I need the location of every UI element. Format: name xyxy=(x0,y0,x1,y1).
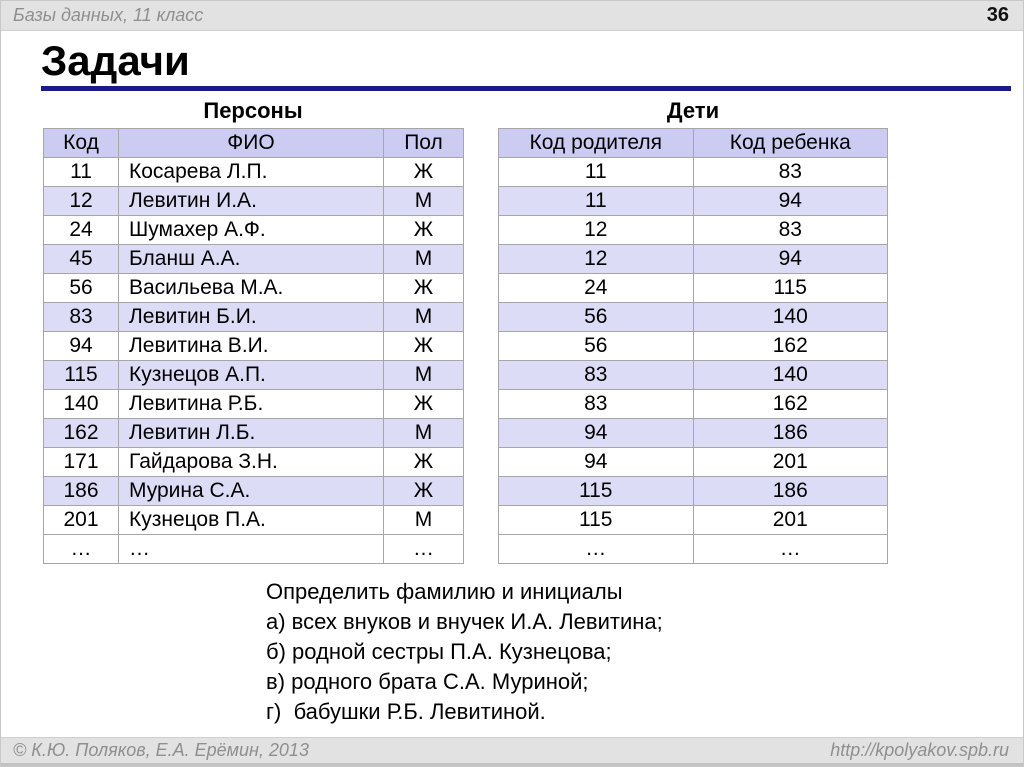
persons-table-caption: Персоны xyxy=(203,98,303,123)
table-cell: 162 xyxy=(693,390,888,419)
table-row xyxy=(44,448,464,477)
table-row xyxy=(44,158,464,187)
table-cell: … xyxy=(119,535,384,564)
table-cell: 162 xyxy=(44,419,119,448)
slide-title: Задачи xyxy=(41,37,190,84)
column-header-name: ФИО xyxy=(119,129,384,158)
table-cell: Бланш А.А. xyxy=(119,245,384,274)
task-item-g: г) бабушки Р.Б. Левитиной. xyxy=(266,699,546,724)
task-intro: Определить фамилию и инициалы xyxy=(266,579,623,604)
table-cell: Мурина С.А. xyxy=(119,477,384,506)
table-cell: 186 xyxy=(693,419,888,448)
table-cell: Ж xyxy=(384,158,464,187)
table-row xyxy=(499,535,888,564)
persons-table xyxy=(43,128,464,564)
table-cell: … xyxy=(384,535,464,564)
author-site-link[interactable]: http://kpolyakov.spb.ru xyxy=(830,740,1009,760)
table-row xyxy=(499,303,888,332)
page-number: 36 xyxy=(986,4,1009,26)
table-cell: М xyxy=(384,419,464,448)
table-cell: Кузнецов П.А. xyxy=(119,506,384,535)
table-cell: … xyxy=(693,535,888,564)
table-cell: Ж xyxy=(384,332,464,361)
table-cell: 12 xyxy=(44,187,119,216)
table-row xyxy=(44,187,464,216)
table-row xyxy=(44,216,464,245)
table-cell: 162 xyxy=(693,332,888,361)
table-cell: 45 xyxy=(44,245,119,274)
table-cell: 115 xyxy=(499,477,694,506)
table-cell: 83 xyxy=(693,216,888,245)
table-cell: 83 xyxy=(693,158,888,187)
table-cell: Левитин Б.И. xyxy=(119,303,384,332)
table-cell: 186 xyxy=(693,477,888,506)
task-item-v: в) родного брата С.А. Муриной; xyxy=(266,669,589,694)
table-row xyxy=(499,216,888,245)
table-row xyxy=(499,274,888,303)
table-row xyxy=(44,274,464,303)
column-header-code: Код xyxy=(44,129,119,158)
persons-table-block xyxy=(43,98,463,564)
table-row xyxy=(499,506,888,535)
table-cell: М xyxy=(384,303,464,332)
table-row xyxy=(499,361,888,390)
table-cell: 12 xyxy=(499,245,694,274)
table-cell: 140 xyxy=(693,361,888,390)
table-cell: 83 xyxy=(44,303,119,332)
course-title: Базы данных, 11 класс xyxy=(13,5,204,25)
table-cell: Гайдарова З.Н. xyxy=(119,448,384,477)
table-cell: Кузнецов А.П. xyxy=(119,361,384,390)
table-cell: М xyxy=(384,361,464,390)
table-cell: Левитин И.А. xyxy=(119,187,384,216)
table-cell: 94 xyxy=(693,187,888,216)
table-row xyxy=(499,158,888,187)
table-cell: 201 xyxy=(693,448,888,477)
table-row xyxy=(499,390,888,419)
table-cell: 201 xyxy=(44,506,119,535)
persons-header-row xyxy=(44,129,464,158)
table-cell: 94 xyxy=(693,245,888,274)
table-row xyxy=(499,245,888,274)
table-row xyxy=(44,419,464,448)
table-cell: 56 xyxy=(499,332,694,361)
table-cell: 186 xyxy=(44,477,119,506)
children-table-caption: Дети xyxy=(666,98,720,123)
table-cell: 11 xyxy=(44,158,119,187)
table-cell: … xyxy=(44,535,119,564)
column-header-parent-code: Код родителя xyxy=(499,129,694,158)
table-cell: Васильева М.А. xyxy=(119,274,384,303)
table-row xyxy=(44,477,464,506)
title-underline xyxy=(41,86,1011,91)
table-row xyxy=(499,187,888,216)
table-cell: 115 xyxy=(499,506,694,535)
table-row xyxy=(44,332,464,361)
table-row xyxy=(499,332,888,361)
table-cell: 201 xyxy=(693,506,888,535)
table-cell: Ж xyxy=(384,477,464,506)
table-cell: Левитин Л.Б. xyxy=(119,419,384,448)
task-item-b: б) родной сестры П.А. Кузнецова; xyxy=(266,639,612,664)
table-cell: 115 xyxy=(693,274,888,303)
table-cell: Ж xyxy=(384,274,464,303)
column-header-child-code: Код ребенка xyxy=(693,129,888,158)
table-cell: 140 xyxy=(44,390,119,419)
table-cell: Косарева Л.П. xyxy=(119,158,384,187)
slide-footer-bar xyxy=(1,737,1023,766)
table-cell: М xyxy=(384,245,464,274)
table-cell: М xyxy=(384,506,464,535)
table-row xyxy=(44,535,464,564)
table-cell: 140 xyxy=(693,303,888,332)
table-cell: 171 xyxy=(44,448,119,477)
table-cell: 94 xyxy=(499,419,694,448)
column-header-sex: Пол xyxy=(384,129,464,158)
table-cell: Шумахер А.Ф. xyxy=(119,216,384,245)
table-cell: М xyxy=(384,187,464,216)
table-cell: 12 xyxy=(499,216,694,245)
copyright-text: © К.Ю. Поляков, Е.А. Ерёмин, 2013 xyxy=(13,740,309,760)
table-cell: 24 xyxy=(44,216,119,245)
table-cell: … xyxy=(499,535,694,564)
table-cell: 11 xyxy=(499,187,694,216)
table-cell: Ж xyxy=(384,448,464,477)
table-cell: 115 xyxy=(44,361,119,390)
table-cell: 83 xyxy=(499,361,694,390)
table-cell: Левитина В.И. xyxy=(119,332,384,361)
table-cell: 83 xyxy=(499,390,694,419)
table-row xyxy=(44,361,464,390)
table-cell: 24 xyxy=(499,274,694,303)
table-row xyxy=(499,477,888,506)
table-row xyxy=(499,419,888,448)
children-header-row xyxy=(499,129,888,158)
table-cell: Ж xyxy=(384,390,464,419)
table-row xyxy=(499,448,888,477)
table-cell: 11 xyxy=(499,158,694,187)
task-item-a: а) всех внуков и внучек И.А. Левитина; xyxy=(266,609,663,634)
table-row xyxy=(44,303,464,332)
table-row xyxy=(44,245,464,274)
table-cell: 56 xyxy=(44,274,119,303)
children-table-block xyxy=(498,98,888,564)
table-cell: Ж xyxy=(384,216,464,245)
table-cell: 56 xyxy=(499,303,694,332)
table-row xyxy=(44,390,464,419)
task-text-block xyxy=(266,577,663,727)
table-cell: Левитина Р.Б. xyxy=(119,390,384,419)
table-cell: 94 xyxy=(44,332,119,361)
slide-header-bar xyxy=(1,1,1023,31)
table-cell: 94 xyxy=(499,448,694,477)
table-row xyxy=(44,506,464,535)
children-table xyxy=(498,128,888,564)
